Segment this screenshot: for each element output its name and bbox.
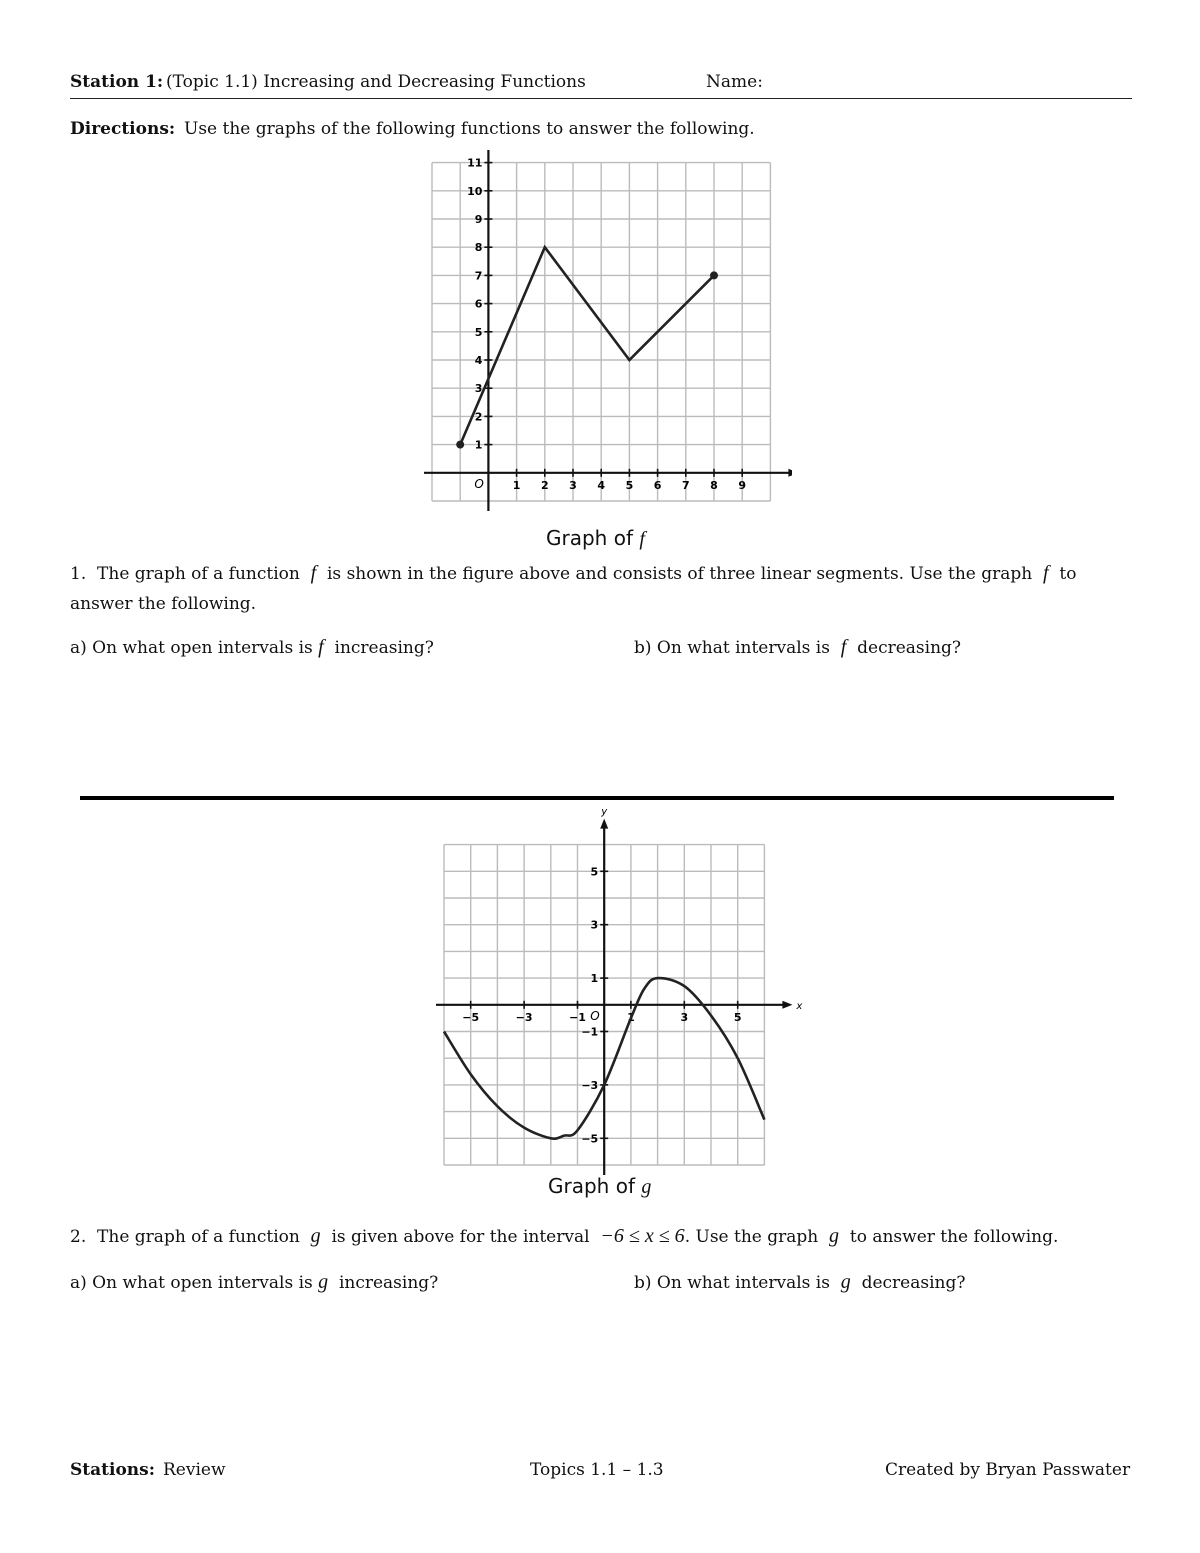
problem2-number: 2.: [70, 1227, 87, 1247]
problem1-line2: answer the following.: [70, 594, 257, 614]
problem2-text-1: The graph of a function: [97, 1227, 300, 1247]
x-tick-label: 6: [653, 478, 662, 492]
y-tick-label: 6: [474, 297, 483, 311]
x-tick-label: 3: [680, 1010, 689, 1024]
x-axis-arrow: [782, 1001, 792, 1009]
y-tick-label: 2: [474, 410, 483, 424]
problem2-b-var: g: [840, 1271, 851, 1293]
problem2-a-var: g: [318, 1271, 329, 1293]
y-tick-label: 3: [590, 918, 599, 932]
x-tick-label: 5: [733, 1010, 742, 1024]
x-tick-label: 9: [738, 478, 747, 492]
graph-g-caption: [548, 1174, 651, 1199]
y-tick-label: 10: [467, 184, 483, 198]
y-tick-label: 4: [474, 354, 483, 367]
closed-endpoint: [456, 441, 464, 449]
y-tick-label: −5: [581, 1132, 599, 1146]
x-tick-label: 7: [681, 478, 690, 492]
problem1-var-f: f: [310, 562, 317, 584]
graph-g: [425, 804, 805, 1179]
problem2-interval: −6 ≤ x ≤ 6: [600, 1225, 685, 1247]
graph-f-caption-prefix: Graph of: [546, 526, 633, 550]
problem2-a-post: increasing?: [338, 1273, 439, 1293]
problem2-var-g: g: [310, 1225, 321, 1247]
problem1-a-post: increasing?: [334, 638, 434, 658]
problem1-text-1: The graph of a function: [97, 564, 300, 584]
problem1-text-3: to: [1059, 564, 1077, 584]
footer-topics: Topics 1.1 – 1.3: [530, 1460, 664, 1480]
x-tick-label: −3: [515, 1010, 533, 1024]
name-label: Name:: [706, 72, 763, 92]
problem1-part-a: [70, 636, 434, 659]
origin-label: O: [590, 1008, 600, 1023]
x-axis-arrow: [788, 469, 792, 477]
x-tick-label: −5: [462, 1010, 480, 1024]
x-tick-label: 5: [625, 478, 634, 492]
section-divider: [80, 796, 1114, 800]
x-tick-label: 1: [627, 1010, 635, 1024]
graph-g-caption-var: g: [641, 1176, 652, 1198]
y-tick-label: 1: [474, 438, 483, 452]
graph-f-caption: [546, 526, 645, 551]
series-line: [460, 247, 714, 444]
x-tick-label: −1: [569, 1010, 586, 1024]
footer-stations-label: Stations:: [70, 1460, 155, 1480]
graph-g-caption-prefix: Graph of: [548, 1174, 635, 1198]
problem2-part-a: [70, 1271, 438, 1294]
graph-f: [412, 150, 792, 530]
problem2-text-2: is given above for the interval: [331, 1227, 590, 1247]
y-tick-label: −3: [581, 1078, 599, 1092]
problem2-b-text: b) On what intervals is: [634, 1273, 830, 1293]
y-tick-label: 3: [474, 382, 483, 396]
closed-endpoint: [710, 271, 718, 279]
problem1-a-var: f: [318, 636, 324, 658]
problem1-part-b: [634, 636, 961, 659]
problem1-line1: [70, 562, 1076, 585]
y-tick-label: 7: [474, 269, 483, 283]
header-divider: [70, 98, 1132, 99]
x-tick-label: 4: [597, 478, 606, 492]
problem1-b-text: b) On what intervals is: [634, 638, 830, 658]
problem2-part-b: [634, 1271, 965, 1294]
y-tick-label: 5: [474, 325, 483, 339]
y-tick-label: 5: [590, 865, 599, 879]
problem1-b-var: f: [840, 636, 847, 658]
problem2-line1: [70, 1225, 1058, 1248]
directions-text: Use the graphs of the following functions to answer the following.: [184, 119, 755, 139]
problem2-b-post: decreasing?: [861, 1273, 966, 1293]
origin-label: O: [474, 476, 484, 491]
problem2-a-text: a) On what open intervals is: [70, 1273, 313, 1293]
y-axis-arrow: [600, 819, 608, 829]
y-axis-label: y: [601, 806, 608, 818]
station-label: Station 1:: [70, 72, 164, 92]
directions-label: Directions:: [70, 119, 176, 139]
problem2-var-g-2: g: [829, 1225, 840, 1247]
y-tick-label: 1: [590, 972, 599, 986]
problem1-var-f-2: f: [1043, 562, 1049, 584]
y-tick-label: 8: [474, 241, 483, 255]
y-tick-label: 11: [467, 156, 483, 170]
y-tick-label: −1: [581, 1025, 599, 1039]
problem2-text-3: . Use the graph: [684, 1227, 819, 1247]
problem1-number: 1.: [70, 564, 87, 584]
topic-title: (Topic 1.1) Increasing and Decreasing Functions: [166, 72, 586, 92]
x-tick-label: 8: [710, 478, 718, 492]
x-tick-label: 2: [540, 478, 549, 492]
problem1-a-text: a) On what open intervals is: [70, 638, 313, 658]
problem2-text-4: to answer the following.: [849, 1227, 1059, 1247]
x-tick-label: 1: [512, 478, 521, 492]
x-tick-label: 3: [569, 478, 577, 492]
problem1-text-2: is shown in the figure above and consists of three linear segments. Use the graph: [327, 564, 1033, 584]
footer-author: Created by Bryan Passwater: [885, 1460, 1131, 1480]
graph-f-caption-var: f: [639, 528, 645, 550]
footer-review: Review: [163, 1460, 226, 1480]
problem1-b-post: decreasing?: [857, 638, 962, 658]
y-tick-label: 9: [474, 213, 483, 226]
x-axis-label: x: [796, 1000, 803, 1012]
